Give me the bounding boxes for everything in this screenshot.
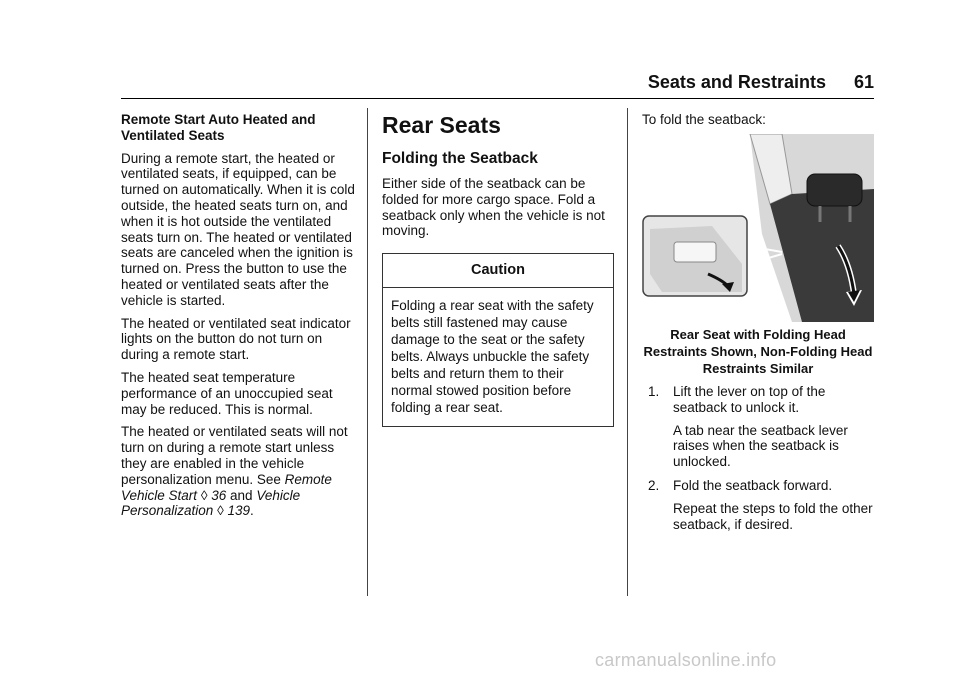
xref-end: . — [250, 503, 254, 519]
caution-body: Folding a rear seat with the safety belts still fastened may cause damage to the seat or the safety belts. Always unbuckle the safety belts and return them to their normal stowed position before folding a rear seat. — [391, 297, 594, 415]
figure-caption: Rear Seat with Folding Head Restraints Shown, Non-Folding Head Restraints Similar — [643, 327, 873, 376]
page-header — [646, 72, 874, 93]
step-1-text: Lift the lever on top of the seatback to unlock it. — [673, 384, 826, 415]
column-divider-1 — [367, 108, 368, 596]
middle-column — [382, 112, 614, 427]
page-number: 61 — [853, 72, 874, 92]
right-column-intro — [642, 112, 874, 135]
section-title: Rear Seats — [382, 112, 501, 138]
xref-vehicle-personalization[interactable]: Vehicle Personalization — [121, 487, 301, 519]
xref-page-36[interactable]: 36 — [211, 487, 227, 503]
step-1-note: A tab near the seatback lever raises when the seatback is unlocked. — [673, 422, 848, 470]
step-2-note: Repeat the steps to fold the other seatback, if desired. — [673, 500, 873, 532]
xref-connector: and — [226, 487, 257, 503]
paragraph-1: During a remote start, the heated or ventilated seats, if equipped, can be turned on automatically. When it is cold outside, the heated seats turn on, and when it is hot outside the ventilated seats turn on. The heated or ventilated seats are canceled when the ignition is turned on. Press the button to use the heated or ventilated seats after the vehicle is started. — [121, 150, 355, 308]
xref-page-139[interactable]: 139 — [227, 503, 251, 519]
left-column — [121, 112, 356, 526]
subheading-remote-start: Remote Start Auto Heated and Ventilated Seats — [121, 112, 316, 143]
column-divider-2 — [627, 108, 628, 596]
xref-arrow-icon: ◊ — [200, 487, 208, 503]
fold-intro: To fold the seatback: — [642, 112, 766, 127]
caution-title: Caution — [383, 254, 613, 288]
watermark: carmanualsonline.info — [595, 650, 777, 670]
paragraph-4-text: The heated or ventilated seats will not turn on during a remote start unless they are enabled in the vehicle personalization menu. See — [121, 424, 348, 487]
header-rule — [121, 98, 874, 99]
caution-box — [382, 253, 614, 427]
step-2-text: Fold the seatback forward. — [673, 477, 833, 493]
fold-steps — [648, 384, 878, 540]
paragraph-3: The heated seat temperature performance of an unoccupied seat may be reduced. This is normal. — [121, 369, 333, 417]
header-title: Seats and Restraints — [647, 72, 826, 92]
rear-seat-illustration — [642, 134, 874, 322]
middle-paragraph: Either side of the seatback can be folded for more cargo space. Fold a seatback only when the vehicle is not moving. — [382, 176, 605, 239]
paragraph-2: The heated or ventilated seat indicator lights on the button do not turn on during a remote start. — [121, 315, 351, 363]
paragraph-4 — [121, 424, 356, 519]
step-1-number: 1. — [648, 384, 660, 399]
xref-arrow-icon: ◊ — [217, 503, 224, 519]
step-2-number: 2. — [648, 477, 660, 493]
step-2 — [648, 478, 878, 532]
step-1 — [648, 384, 878, 470]
xref-remote-vehicle-start[interactable]: Remote Vehicle Start — [121, 471, 332, 503]
subsection-title: Folding the Seatback — [382, 150, 538, 167]
